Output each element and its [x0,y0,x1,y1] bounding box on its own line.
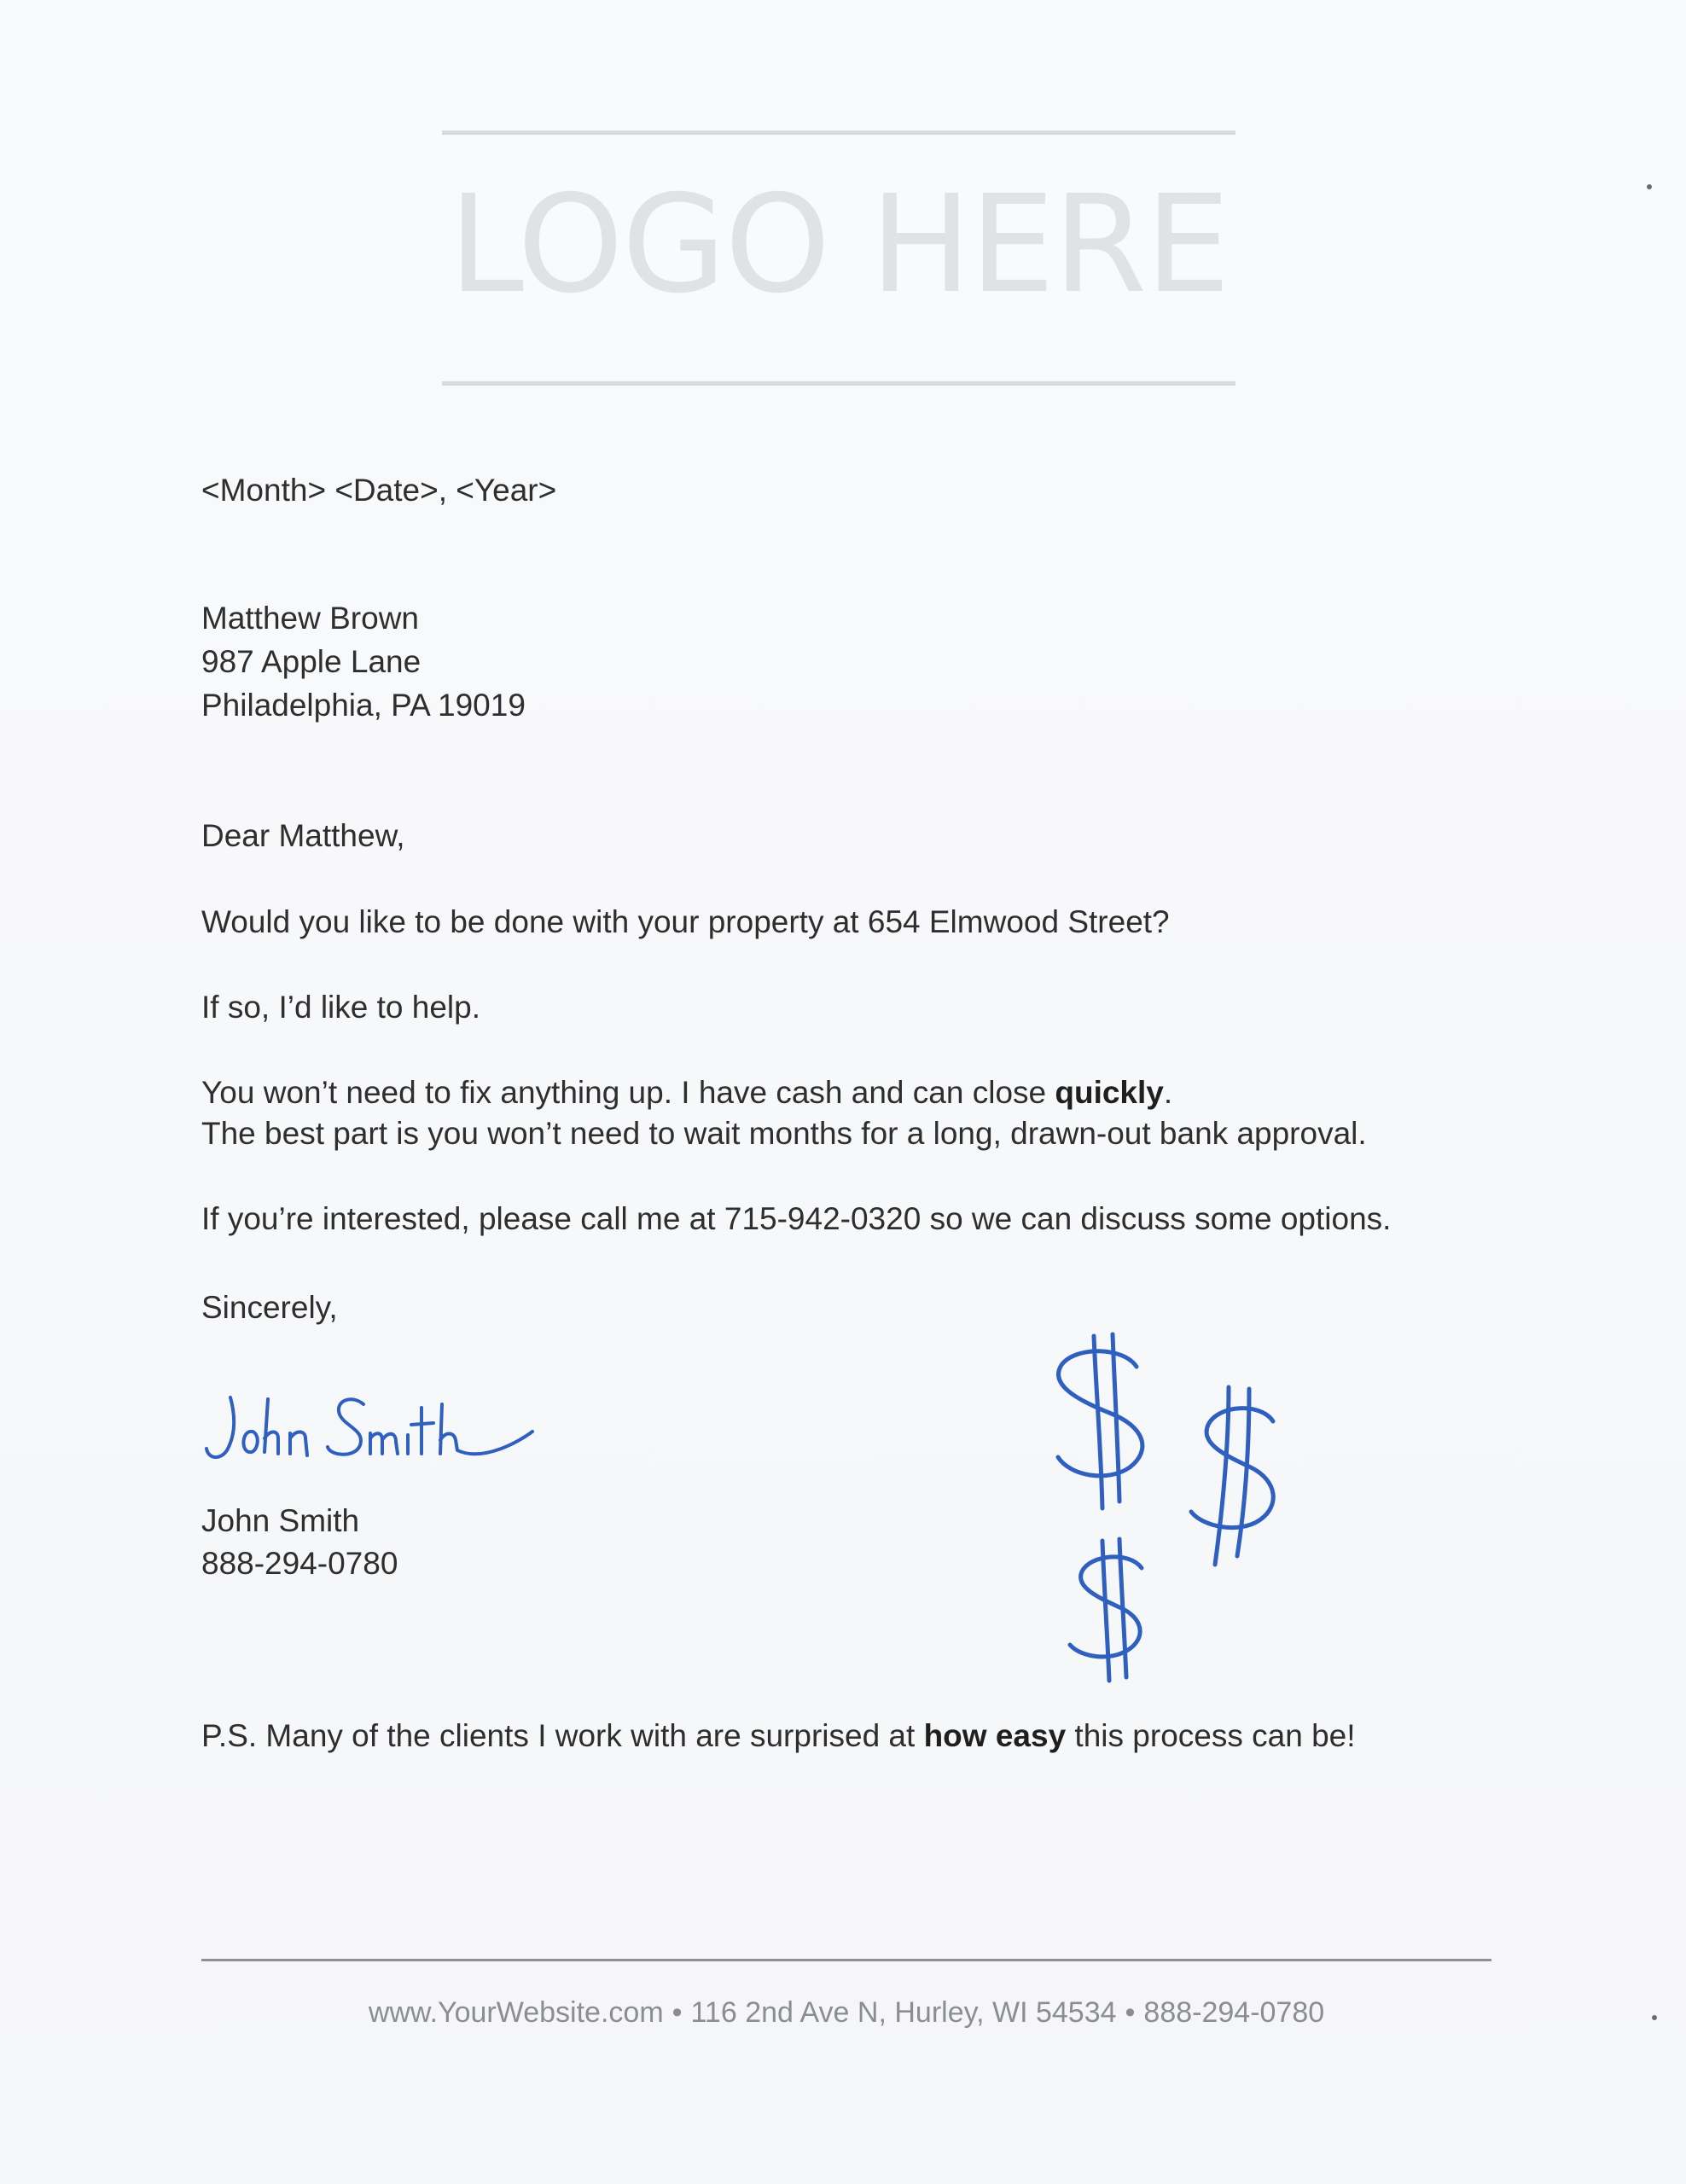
letter-date: <Month> <Date>, <Year> [201,473,557,508]
recipient-street: 987 Apple Lane [201,644,422,679]
scan-speck [1647,184,1652,189]
sender-name: John Smith [201,1503,360,1538]
body-paragraph-1: Would you like to be done with your property at 654 Elmwood Street? [201,904,1170,939]
logo-placeholder: LOGO HERE [448,166,1230,323]
recipient-name: Matthew Brown [201,601,419,636]
footer-phone: 888-294-0780 [1143,1996,1325,2029]
dollar-sign-doodle-3 [1058,1536,1169,1689]
emphasis-how-easy: how easy [923,1718,1067,1753]
logo-bottom-rule [442,381,1235,386]
logo-top-rule [442,131,1235,135]
footer-separator: • [1125,1996,1136,2029]
footer-separator: • [671,1996,683,2029]
dollar-sign-doodle-2 [1177,1382,1297,1570]
body-paragraph-3-period: . [1163,1075,1173,1110]
postscript-ending: this process can be! [1066,1718,1356,1753]
postscript-text: P.S. Many of the clients I work with are surprised at [201,1718,924,1753]
body-paragraph-3-line-2: The best part is you won’t need to wait months for a long, drawn-out bank approval. [201,1116,1367,1151]
body-paragraph-3-line-1 [201,1077,1172,1108]
body-paragraph-3-text: You won’t need to fix anything up. I have cash and can close [201,1075,1055,1110]
footer-website: www.YourWebsite.com [368,1996,664,2029]
dollar-sign-doodle-1 [1041,1331,1169,1519]
recipient-city-state-zip: Philadelphia, PA 19019 [201,688,526,723]
body-paragraph-4: If you’re interested, please call me at 715-942-0320 so we can discuss some options. [201,1201,1392,1236]
scan-speck [1652,2015,1657,2020]
closing: Sincerely, [201,1290,338,1325]
sender-phone: 888-294-0780 [201,1546,398,1581]
emphasis-quickly: quickly [1055,1075,1164,1110]
handwritten-signature [201,1382,543,1476]
footer-contact [201,1996,1491,2030]
footer-rule [201,1959,1491,1961]
postscript [201,1720,1356,1751]
footer-address: 116 2nd Ave N, Hurley, WI 54534 [690,1996,1117,2029]
greeting: Dear Matthew, [201,818,405,853]
body-paragraph-2: If so, I’d like to help. [201,990,481,1025]
